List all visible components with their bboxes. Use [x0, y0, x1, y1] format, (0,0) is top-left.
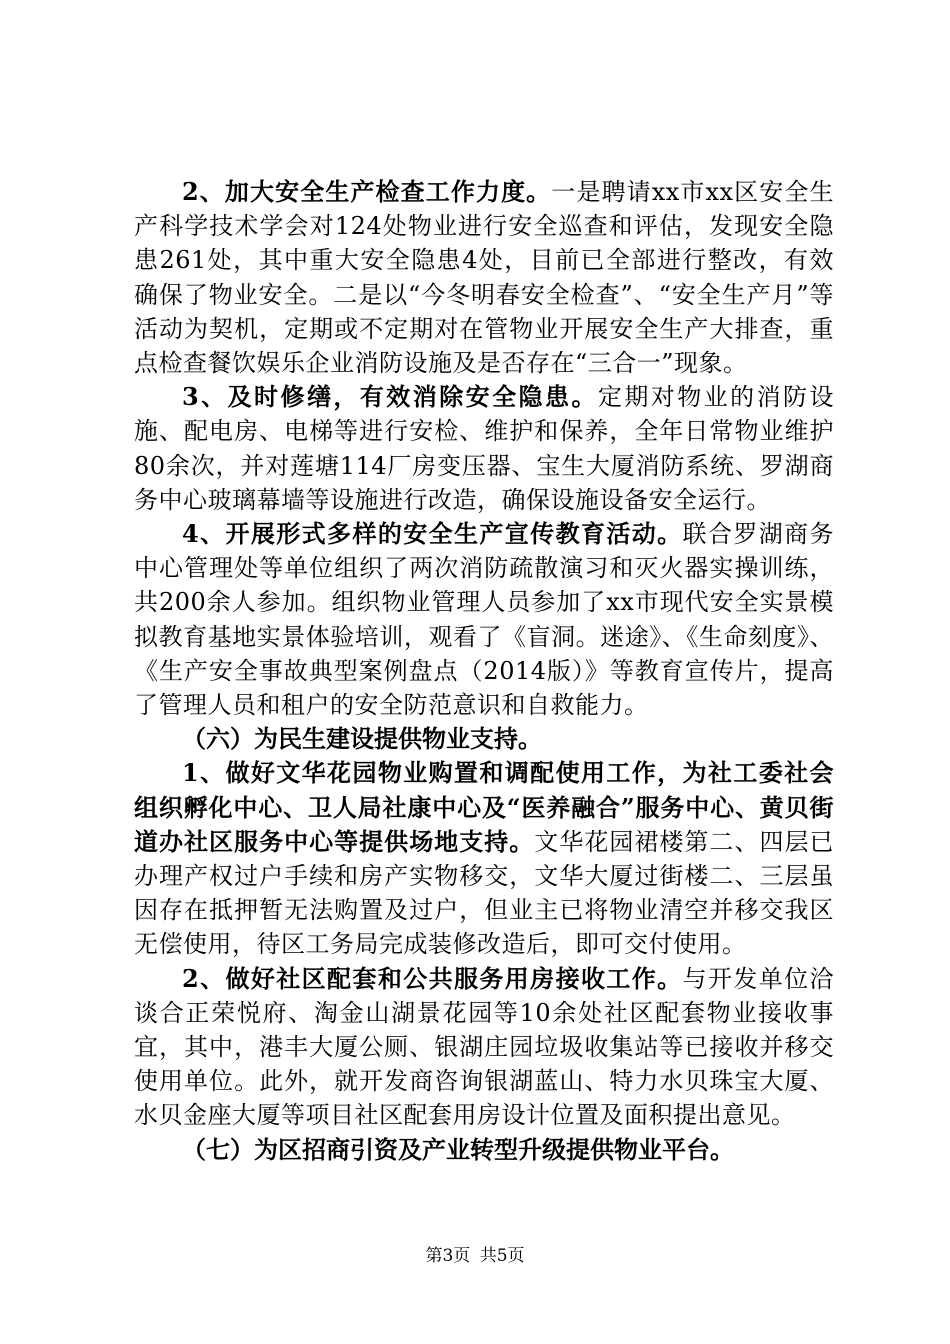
page-footer [0, 1244, 950, 1268]
paragraph-text: 联合罗湖商务中心管理处等单位组织了两次消防疏散演习和灭火器实操训练，共200余人参加。组织物业管理人员参加了xx市现代安全实景模拟教育基地实景体验培训，观看了《盲洞。迷途》、《生命刻度》、《生产安全事故典型案例盘点（2014版）》等教育宣传片，提高了管理人员和租户的安全防范意识和自救能力。 [134, 520, 835, 720]
page-total: 共5页 [479, 1246, 525, 1266]
paragraph-text: 一是聘请xx市xx区安全生产科学技术学会对124处物业进行安全巡查和评估，发现安全隐患261处，其中重大安全隐患4处，目前已全部进行整改，有效确保了物业安全。二是以“今冬明春安全检查”、“安全生产月”等活动为契机，定期或不定期对在管物业开展安全生产大排查，重点检查餐饮娱乐企业消防设施及是否存在“三合一”现象。 [134, 178, 834, 378]
page-number: 第3页 [425, 1246, 471, 1266]
paragraph-lead: 4、开展形式多样的安全生产宣传教育活动。 [182, 519, 683, 549]
paragraph-lead: 3、及时修缮，有效消除安全隐患。 [182, 382, 598, 412]
paragraph-text: 定期对物业的消防设施、配电房、电梯等进行安检、维护和保养，全年日常物业维护80余次，并对莲塘114厂房变压器、宝生大厦消防系统、罗湖商务中心玻璃幕墙等设施进行改造，确保设施设备安全运行。 [134, 383, 835, 514]
paragraph-lead: 1、做好文华花园物业购置和调配使用工作，为社工委社会组织孵化中心、卫人局社康中心及“医养融合”服务中心、黄贝街道办社区服务中心等提供场地支持。 [134, 758, 834, 856]
paragraph-lead: 2、做好社区配套和公共服务用房接收工作。 [182, 963, 683, 993]
paragraph-lead: 2、加大安全生产检查工作力度。 [182, 177, 552, 206]
paragraph-text: 与开发单位洽谈合正荣悦府、淘金山湖景花园等10余处社区配套物业接收事宜，其中，港丰大厦公厕、银湖庄园垃圾收集站等已接收并移交使用单位。此外，就开发商咨询银湖蓝山、特力水贝珠宝大厦、水贝金座大厦等项目社区配套用房设计位置及面积提出意见。 [134, 964, 835, 1130]
paragraph-education [134, 517, 834, 722]
paragraph-repair [134, 380, 834, 517]
paragraph-wenhua [134, 756, 834, 961]
document-body [134, 175, 834, 1167]
paragraph-safety-inspection [134, 175, 834, 380]
paragraph-text: 文华花园裙楼第二、四层已办理产权过户手续和房产实物移交，文华大厦过街楼二、三层虽因存在抵押暂无法购置及过户，但业主已将物业清空并移交我区无偿使用，待区工务局完成装修改造后，即可交付使用。 [134, 827, 834, 959]
section-heading-six: （六）为民生建设提供物业支持。 [182, 724, 542, 754]
section-heading-seven: （七）为区招商引资及产业转型升级提供物业平台。 [182, 1134, 734, 1164]
paragraph-community-housing [134, 962, 834, 1133]
